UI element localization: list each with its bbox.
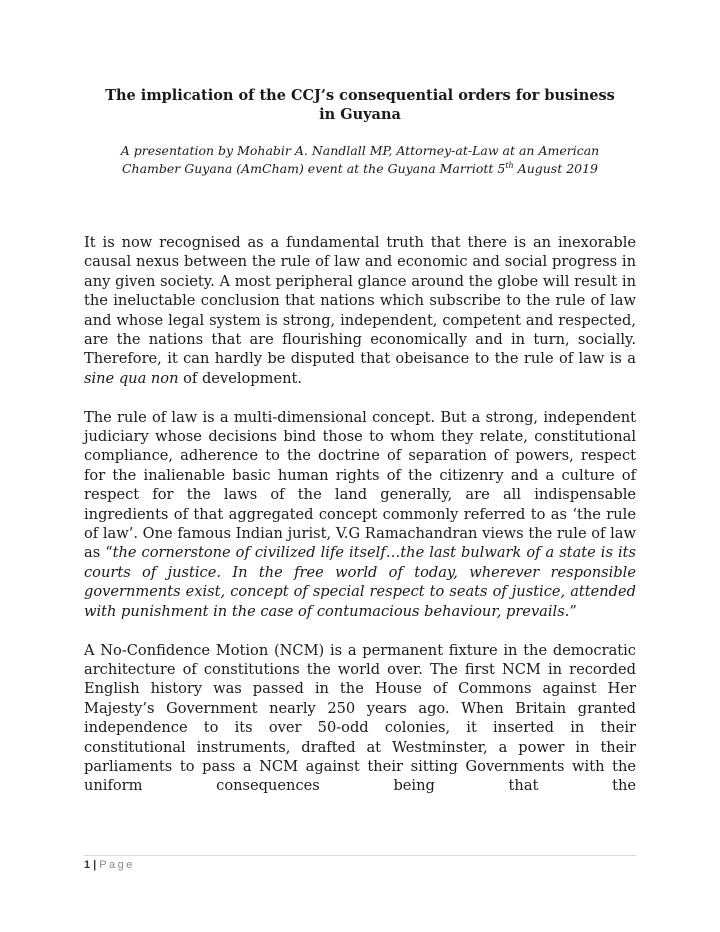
subtitle-line-2b: August 2019 (513, 161, 599, 176)
subtitle-line-1: A presentation by Mohabir A. Nandlall MP, Attorney-at-Law at an American (120, 143, 600, 158)
document-title (80, 86, 640, 124)
title-line-1: The implication of the CCJ’s consequential orders for business (105, 87, 615, 104)
paragraph-3 (84, 641, 636, 796)
document-body (84, 233, 636, 796)
title-line-2: in Guyana (319, 106, 401, 123)
subtitle-line-2a: Chamber Guyana (AmCham) event at the Guyana Marriott 5 (121, 161, 506, 176)
paragraph-2 (84, 408, 636, 621)
subtitle-ordinal: th (505, 160, 514, 170)
footer-divider (84, 855, 636, 856)
paragraph-2-end: ” (569, 602, 577, 620)
page-number: 1 (84, 859, 91, 871)
footer-separator: | (93, 859, 97, 871)
paragraph-2-quote: the cornerstone of civilized life itself…the last bulwark of a state is its courts of justice. In the free world of today, wherever responsible governments exist, concept of special respect to seats of justice, attended with punishment in the case of contumacious behaviour, prevails. (84, 544, 636, 620)
page-footer (84, 859, 135, 871)
paragraph-1-end: of development. (178, 369, 302, 387)
paragraph-1-text: It is now recognised as a fundamental truth that there is an inexorable causal nexus between the rule of law and economic and social progress in any given society. A most peripheral glance around the globe will result in the ineluctable conclusion that nations which subscribe to the rule of law and whose legal system is strong, independent, competent and respected, are the nations that are flourishing economically and in turn, socially. Therefore, it can hardly be disputed that obeisance to the rule of law is a (84, 234, 636, 368)
paragraph-1-italic: sine qua non (84, 369, 179, 387)
paragraph-1 (84, 233, 636, 388)
document-subtitle (90, 142, 630, 178)
paragraph-2-text: The rule of law is a multi-dimensional concept. But a strong, independent judiciary whose decisions bind those to whom they relate, constitutional compliance, adherence to the doctrine of separation of powers, respect for the inalienable basic human rights of the citizenry and a culture of respect for the laws of the land generally, are all indispensable ingredients of that aggregated concept commonly referred to as ‘the rule of law’. One famous Indian jurist, V.G Ramachandran views the rule of law as “ (84, 408, 636, 562)
page-label: Page (99, 859, 135, 871)
paragraph-3-text: A No-Confidence Motion (NCM) is a permanent fixture in the democratic architecture of constitutions the world over. The first NCM in recorded English history was passed in the House of Commons against Her Majesty’s Government nearly 250 years ago. When Britain granted independence to its over 50-odd colonies, it inserted in their constitutional instruments, drafted at Westminster, a power in their parliaments to pass a NCM against their sitting Governments with the uniform consequences being that the (84, 641, 636, 795)
